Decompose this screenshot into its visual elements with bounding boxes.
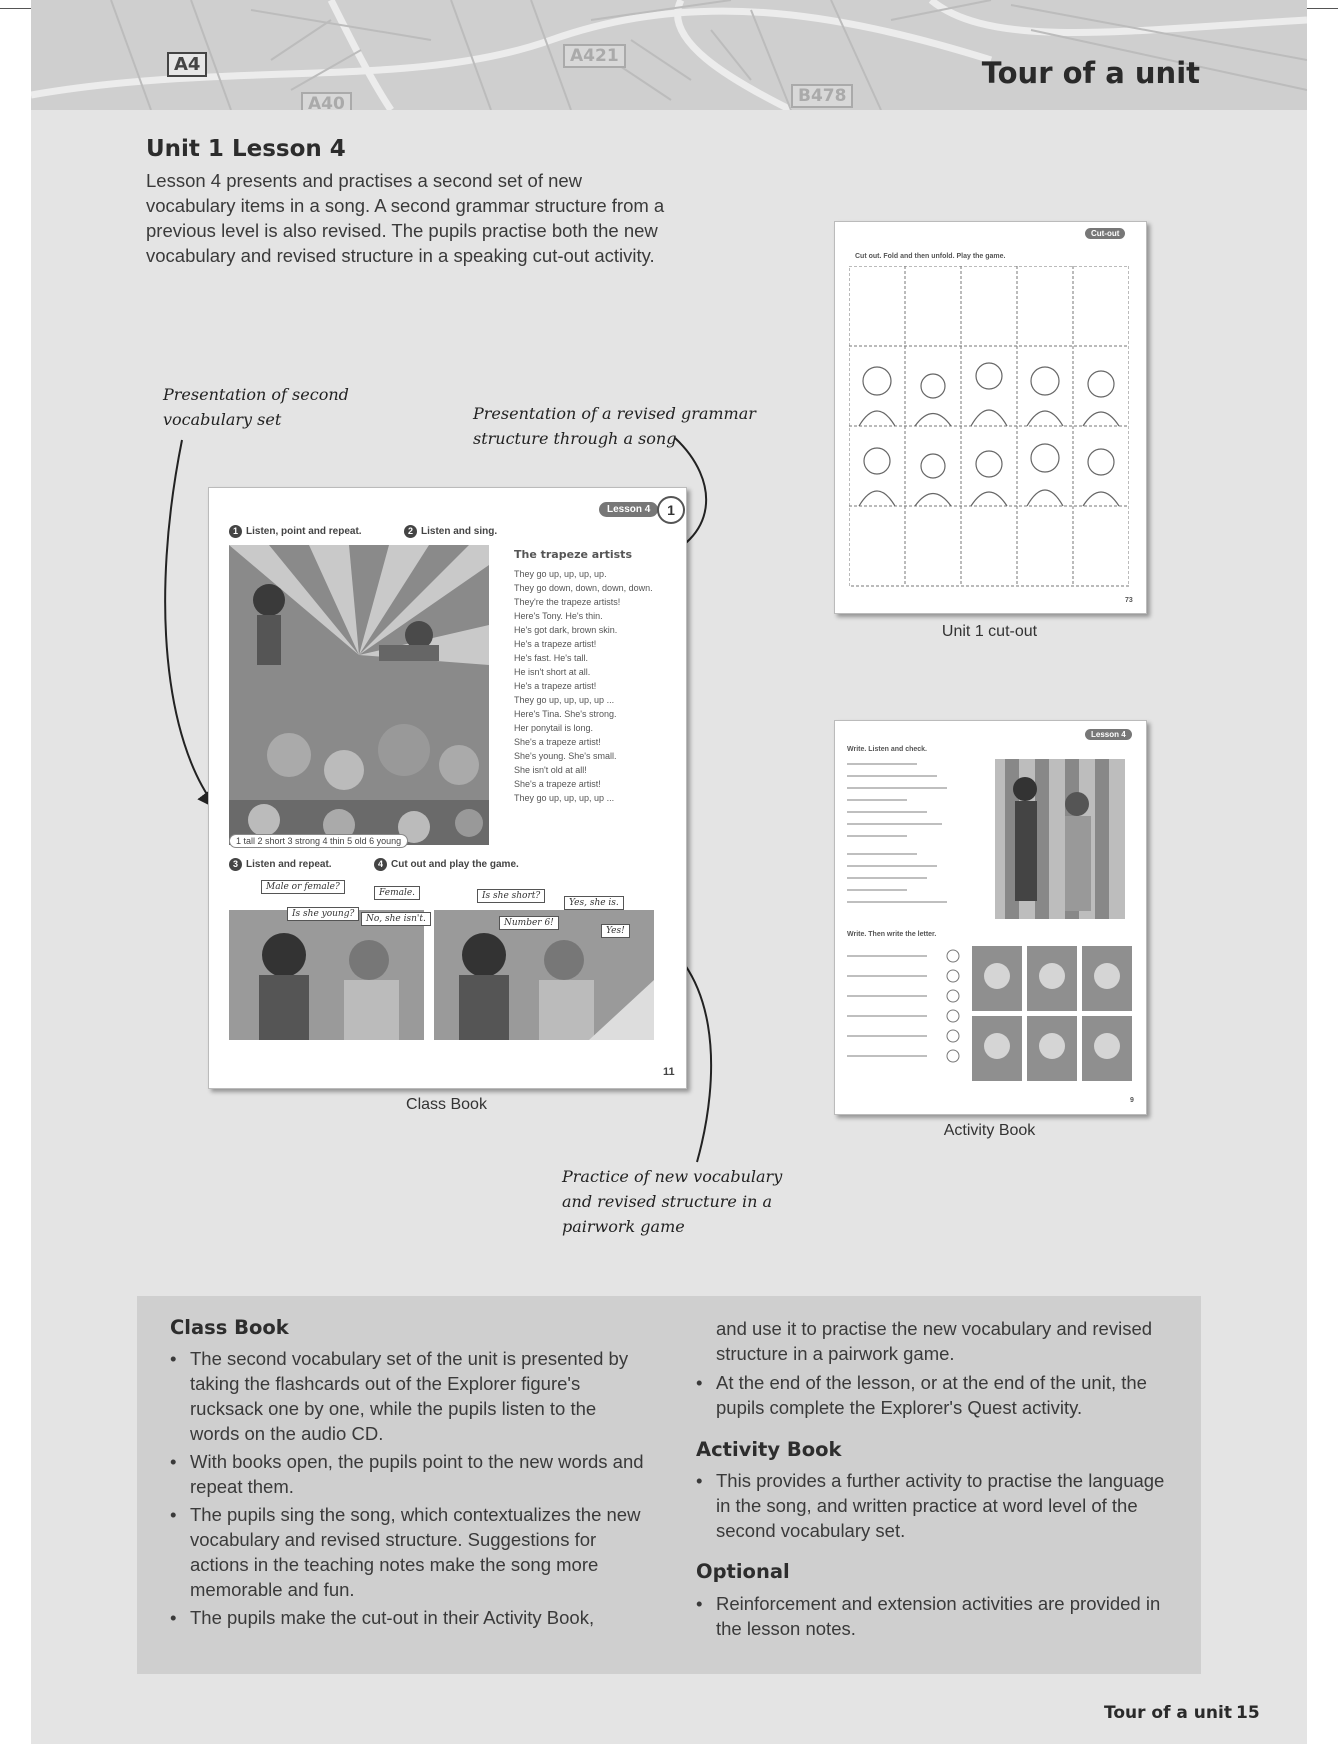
list-item: • At the end of the lesson, or at the end of the unit, the pupils complete the Explorer's Quest activity.	[696, 1370, 1172, 1420]
list-item: • The second vocabulary set of the unit is presented by taking the flashcards out of the Explorer figure's rucksack one by one, while the pupils listen to the words on the audio CD.	[170, 1346, 644, 1446]
lesson-description: Lesson 4 presents and practises a second set of new vocabulary items in a song. A second grammar structure from a previous level is also revised. The pupils practise both the new vocabulary and revised structure in a speaking cut-out activity.	[146, 170, 665, 266]
song-lyrics: They go up, up, up, up. They go down, down, down, down. They're the trapeze artists! Here's Tony. He's thin. He's got dark, brown skin. He's a trapeze artist! He's fast. He's tall. He isn't short at all. He's a trapeze artist! They go up, up, up, up ... Here's Tina. She's strong. Her ponytail is long. She's a trapeze artist! She's young. She's small. She isn't old at all! She's a trapeze artist! They go up, up, up, up ...	[514, 569, 653, 803]
page-title: Tour of a unit	[981, 56, 1200, 90]
lesson-tag: Lesson 4	[599, 502, 658, 517]
cut-out-caption: Unit 1 cut-out	[941, 623, 1038, 640]
activity-book-thumbnail	[834, 720, 1147, 1115]
optional-list	[696, 1591, 1172, 1644]
unit-number-badge: 1	[657, 496, 685, 524]
footer-title: Tour of a unit	[1104, 1703, 1232, 1723]
list-item: • The pupils make the cut-out in their Activity Book,	[170, 1605, 644, 1630]
bubble-number-6: Number 6!	[499, 916, 559, 930]
activity-book-page-number: 9	[1130, 1097, 1134, 1104]
class-book-list	[170, 1346, 644, 1633]
road-label-a421: A421	[563, 44, 626, 68]
bubble-yes: Yes!	[601, 924, 630, 938]
activity-book-tag: Lesson 4	[1085, 729, 1132, 740]
cut-out-page-number: 73	[1125, 597, 1133, 604]
song-title: The trapeze artists	[514, 548, 632, 561]
bubble-is-she-young: Is she young?	[287, 907, 359, 921]
road-label-a4: A4	[167, 52, 207, 77]
list-item: • The pupils sing the song, which contextualizes the new vocabulary and revised structure. Suggestions for actions in the teaching notes make the song more memorable and fun.	[170, 1502, 644, 1602]
cut-out-instruction: Cut out. Fold and then unfold. Play the game.	[855, 253, 1006, 260]
activity-book-caption: Activity Book	[943, 1122, 1036, 1139]
bubble-no-she-isnt: No, she isn't.	[361, 912, 431, 926]
activity-book-list	[696, 1468, 1172, 1546]
activity-ex2-matching	[847, 946, 1137, 1086]
class-book-heading: Class Book	[170, 1316, 289, 1339]
annotation-vocab: Presentation of second vocabulary set	[163, 385, 349, 429]
activity-trapeze-illustration	[995, 759, 1125, 919]
annotation-practice: Practice of new vocabulary and revised structure in a pairwork game	[562, 1167, 783, 1236]
class-book-thumbnail	[208, 487, 687, 1089]
road-label-a40: A40	[301, 92, 352, 110]
vocabulary-strip: 1 tall 2 short 3 strong 4 thin 5 old 6 young	[229, 834, 408, 848]
exercise-2-heading: 2 Listen and sing.	[404, 525, 497, 538]
class-book-caption: Class Book	[406, 1096, 487, 1113]
activity-book-heading: Activity Book	[696, 1438, 842, 1461]
lesson-title: Unit 1 Lesson 4	[146, 136, 346, 162]
list-item: • With books open, the pupils point to the new words and repeat them.	[170, 1449, 644, 1499]
activity-ex1-lines	[847, 759, 957, 909]
bubble-yes-she-is: Yes, she is.	[564, 896, 624, 910]
cut-out-grid	[849, 266, 1129, 596]
circus-illustration	[229, 545, 489, 845]
activity-ex2-heading: Write. Then write the letter.	[847, 931, 937, 938]
bubble-male-or-female: Male or female?	[261, 880, 345, 894]
cut-out-tag: Cut-out	[1085, 228, 1125, 239]
class-book-page-number: 11	[663, 1066, 675, 1078]
exercise-4-heading: 4 Cut out and play the game.	[374, 858, 519, 871]
exercise-1-heading: 1 Listen, point and repeat.	[229, 525, 362, 538]
optional-heading: Optional	[696, 1560, 790, 1583]
footer-page-number: 15	[1236, 1703, 1260, 1723]
list-item: • This provides a further activity to practise the language in the song, and written practice at word level of the second vocabulary set.	[696, 1468, 1172, 1543]
bubble-is-she-short: Is she short?	[477, 889, 545, 903]
bubble-female: Female.	[374, 886, 420, 900]
activity-ex1-heading: Write. Listen and check.	[847, 746, 928, 753]
annotation-grammar: Presentation of a revised grammar structure through a song	[473, 404, 756, 448]
exercise-3-heading: 3 Listen and repeat.	[229, 858, 332, 871]
list-item: • Reinforcement and extension activities are provided in the lesson notes.	[696, 1591, 1172, 1641]
cut-out-thumbnail	[834, 221, 1147, 614]
road-label-b478: B478	[791, 84, 853, 108]
class-book-continuation: and use it to practise the new vocabulary and revised structure in a pairwork game.	[716, 1318, 1153, 1364]
class-book-list-continued	[696, 1370, 1172, 1423]
